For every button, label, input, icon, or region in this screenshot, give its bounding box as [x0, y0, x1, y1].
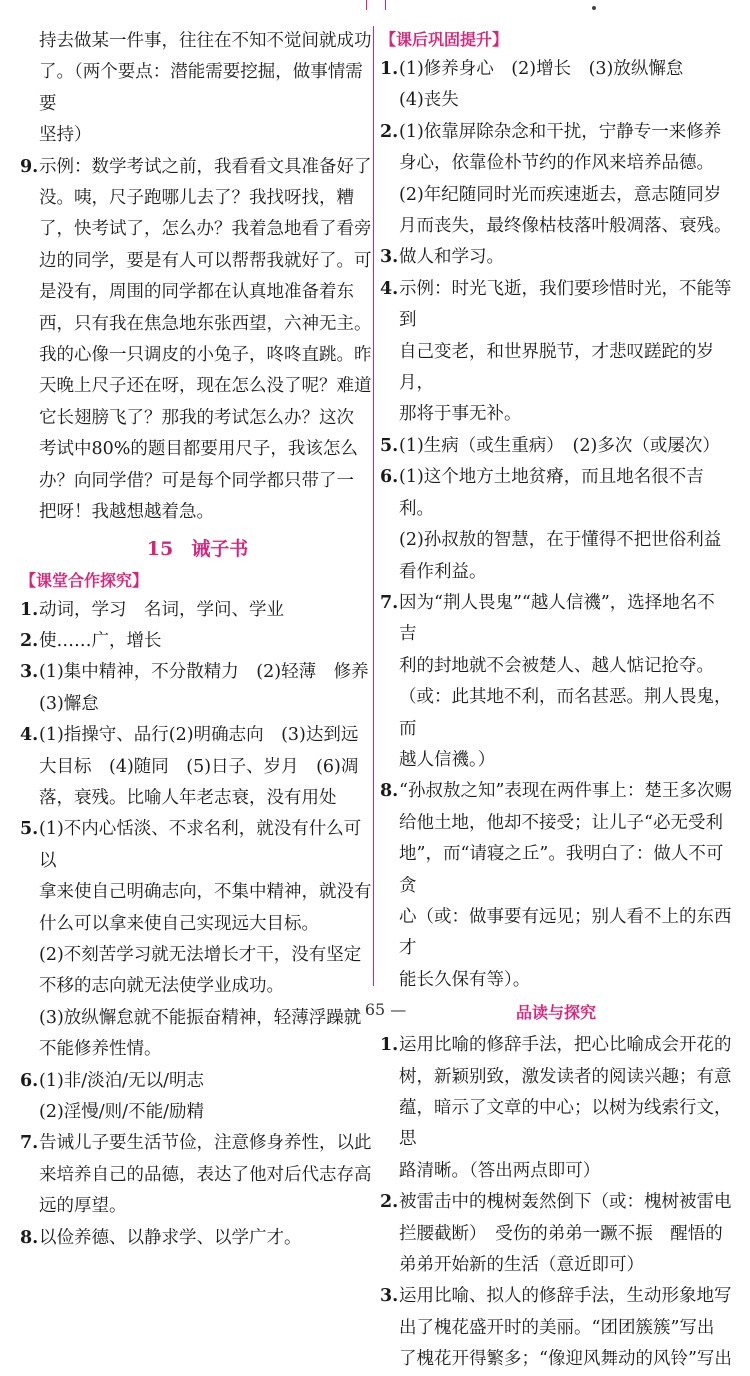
text-line: 把呀！我越想越着急。 — [39, 502, 214, 523]
text-line: (1)生病（或生重病） (2)多次（或屡次） — [399, 435, 720, 456]
subsection-heading: 品读与探究 — [515, 1003, 596, 1023]
text-line: 身心，依靠俭朴节约的作风来培养品德。 — [399, 153, 714, 174]
text-line: (1)非/淡泊/无以/明志 — [39, 1070, 204, 1091]
answer-item — [380, 431, 732, 462]
text-line: 考试中80%的题目都要用尺子，我该怎么 — [39, 439, 358, 460]
item-number: 5. — [20, 819, 39, 840]
text-line: 运用比喻的修辞手法，把心比喻成会开花的 — [399, 1035, 732, 1056]
text-line: (3)懈怠 — [39, 693, 99, 714]
answer-item — [20, 1128, 375, 1222]
text-line: 被雷击中的槐树轰然倒下（或：槐树被雷电 — [399, 1192, 732, 1213]
text-line: “孙叔敖之知”表现在两件事上：楚王多次赐 — [399, 781, 732, 802]
answer-item — [20, 657, 375, 720]
answer-item — [20, 1223, 375, 1254]
text-line: 以俭养德、以静求学、以学广才。 — [39, 1227, 302, 1248]
item-number: 3. — [20, 662, 39, 683]
text-line: 能长久保有等）。 — [399, 969, 531, 990]
answer-item — [380, 117, 732, 243]
text-line: 坚持） — [39, 125, 92, 146]
text-line: 了。（两个要点：潜能需要挖掘，做事情需要 — [39, 62, 363, 114]
text-line: 树，新颖别致，激发读者的阅读兴趣；有意 — [399, 1066, 732, 1087]
text-line: 示例：时光飞逝，我们要珍惜时光，不能等到 — [399, 278, 732, 331]
item-number: 4. — [20, 725, 39, 746]
text-line: 越人信禨。） — [399, 749, 496, 770]
text-line: 它长翅膀飞了？那我的考试怎么办？这次 — [39, 407, 354, 428]
section-tag: 【课后巩固提升】 — [380, 30, 509, 49]
left-column — [20, 26, 375, 1254]
decorative-dot — [592, 6, 596, 10]
text-line: 那将于事无补。 — [399, 404, 522, 425]
item-number: 9. — [20, 156, 39, 177]
text-line: 边的同学，要是有人可以帮帮我就好了。可 — [39, 250, 372, 271]
text-line: 西，只有我在焦急地东张西望，六神无主。 — [39, 313, 372, 334]
text-line: 天晚上尺子还在呀，现在怎么没了呢？难道 — [39, 376, 372, 397]
right-column — [380, 26, 732, 1376]
section-tag: 【课堂合作探究】 — [20, 570, 149, 590]
text-line: 来培养自己的品德，表达了他对后代志存高 — [39, 1164, 372, 1185]
answer-item — [380, 462, 732, 588]
item-number: 3. — [380, 247, 399, 268]
column-top-marker — [366, 0, 386, 10]
text-line: 拦腰截断） 受伤的弟弟一蹶不振 醒悟的 — [399, 1223, 723, 1244]
text-line: 动词，学习 名词，学问、学业 — [39, 599, 284, 620]
text-line: 不移的志向就无法使学业成功。 — [39, 976, 284, 997]
answer-item — [380, 588, 732, 776]
text-line: 了槐花开得繁多；“像迎风舞动的风铃”写出 — [399, 1349, 732, 1370]
text-line: 拿来使自己明确志向，不集中精神，就没有 — [39, 882, 372, 903]
text-line: (3)放纵懈怠就不能振奋精神，轻薄浮躁就 — [39, 1007, 362, 1028]
item-number: 1. — [20, 599, 39, 620]
lesson-number: 15 — [146, 537, 174, 560]
text-line: 我的心像一只调皮的小兔子，咚咚直跳。昨 — [39, 345, 372, 366]
page-number: — 65 — — [343, 1000, 407, 1019]
text-line: 大目标 (4)随同 (5)日子、岁月 (6)凋 — [39, 756, 359, 777]
item-number: 6. — [20, 1070, 39, 1091]
item-number: 7. — [20, 1133, 39, 1154]
text-line: 弟弟开始新的生活（意近即可） — [399, 1255, 644, 1276]
text-line: (2)不刻苦学习就无法增长才干，没有坚定 — [39, 944, 362, 965]
item-number: 1. — [380, 1035, 399, 1056]
text-line: 蕴，暗示了文章的中心；以树为线索行文，思 — [399, 1098, 732, 1150]
answer-item — [20, 814, 375, 1065]
text-line: 因为“荆人畏鬼”“越人信禨”，选择地名不吉 — [399, 592, 715, 645]
answer-item — [20, 1066, 375, 1129]
text-line: (1)这个地方土地贫瘠，而且地名很不吉利。 — [399, 467, 704, 519]
answer-item — [380, 274, 732, 431]
text-line: (1)修养身心 (2)增长 (3)放纵懈怠 — [399, 59, 684, 79]
text-line: 没。咦，尺子跑哪儿去了？我找呀找，糟 — [39, 188, 354, 209]
lesson-name: 诫子书 — [191, 537, 249, 560]
item-number: 5. — [380, 435, 399, 456]
answer-item — [380, 242, 732, 273]
answer-item — [380, 1187, 732, 1281]
text-line: 地”，而“请寝之丘”。我明白了：做人不可贪 — [399, 844, 724, 896]
text-line: (2)孙叔敖的智慧，在于懂得不把世俗利益 — [399, 530, 722, 551]
text-line: 做人和学习。 — [399, 247, 504, 268]
text-line: 了，快考试了，怎么办？我着急地看了看旁 — [39, 219, 372, 240]
item-number: 6. — [380, 467, 399, 488]
item-number: 3. — [380, 1286, 399, 1307]
text-line: 远的厚望。 — [39, 1196, 127, 1217]
text-line: (2)年纪随同时光而疾速逝去，意志随同岁 — [399, 184, 722, 205]
text-line: 运用比喻、拟人的修辞手法，生动形象地写 — [399, 1286, 732, 1307]
text-line: 什么可以拿来使自己实现远大目标。 — [39, 913, 319, 934]
answer-item — [380, 54, 732, 117]
text-line: 月而丧失，最终像枯枝落叶般凋落、衰残。 — [399, 216, 732, 237]
item-number: 2. — [20, 630, 39, 651]
text-line: 利的封地就不会被楚人、越人惦记抢夺。 — [399, 655, 714, 676]
text-line: (1)集中精神，不分散精力 (2)轻薄 修养 — [39, 662, 369, 683]
item-number: 2. — [380, 121, 399, 142]
text-line: 自己变老，和世界脱节，才悲叹蹉跎的岁月， — [399, 341, 714, 394]
text-line: 办？向同学借？可是每个同学都只带了一 — [39, 470, 354, 491]
item-number: 8. — [380, 781, 399, 802]
item-number: 8. — [20, 1227, 39, 1248]
text-line: (1)指操守、品行(2)明确志向 (3)达到远 — [39, 725, 359, 746]
text-line: 给他土地，他却不接受；让儿子“必无受利 — [399, 812, 723, 833]
answer-item-9 — [20, 152, 375, 529]
answer-item — [380, 776, 732, 996]
answer-item — [20, 720, 375, 814]
text-line: (1)依靠屏除杂念和干扰，宁静专一来修养 — [399, 121, 722, 142]
text-line: (4)丧失 — [399, 90, 459, 111]
text-line: 看作利益。 — [399, 561, 487, 582]
text-line: 告诫儿子要生活节俭，注意修身养性，以此 — [39, 1133, 372, 1154]
text-line: 落，衰残。比喻人年老志衰，没有用处 — [39, 787, 337, 808]
text-line: 示例：数学考试之前，我看看文具准备好了 — [39, 156, 372, 177]
text-line: （或：此其地不利，而名甚恶。荆人畏鬼，而 — [399, 687, 732, 739]
text-line: (1)不内心恬淡、不求名利，就没有什么可以 — [39, 819, 362, 871]
answer-item — [380, 1030, 732, 1187]
text-line: 是没有，周围的同学都在认真地准备着东 — [39, 282, 354, 303]
item-number: 7. — [380, 592, 399, 613]
text-line: 持去做某一件事，往往在不知不觉间就成功 — [39, 31, 372, 51]
text-line: 不能修养性情。 — [39, 1039, 162, 1060]
lesson-title — [20, 531, 375, 567]
item-number: 2. — [380, 1192, 399, 1213]
text-line: 出了槐花盛开时的美丽。“团团簇簇”写出 — [399, 1317, 715, 1338]
answer-item — [20, 626, 375, 657]
answer-item — [380, 1281, 732, 1375]
item-number: 1. — [380, 59, 399, 79]
text-line: 使……广，增长 — [39, 630, 162, 651]
text-line: 心（或：做事要有远见；别人看不上的东西才 — [399, 906, 732, 959]
text-line: 路清晰。（答出两点即可） — [399, 1160, 601, 1181]
item-number: 4. — [380, 278, 399, 299]
answer-item — [20, 595, 375, 626]
text-line: (2)淫慢/则/不能/励精 — [39, 1102, 204, 1122]
